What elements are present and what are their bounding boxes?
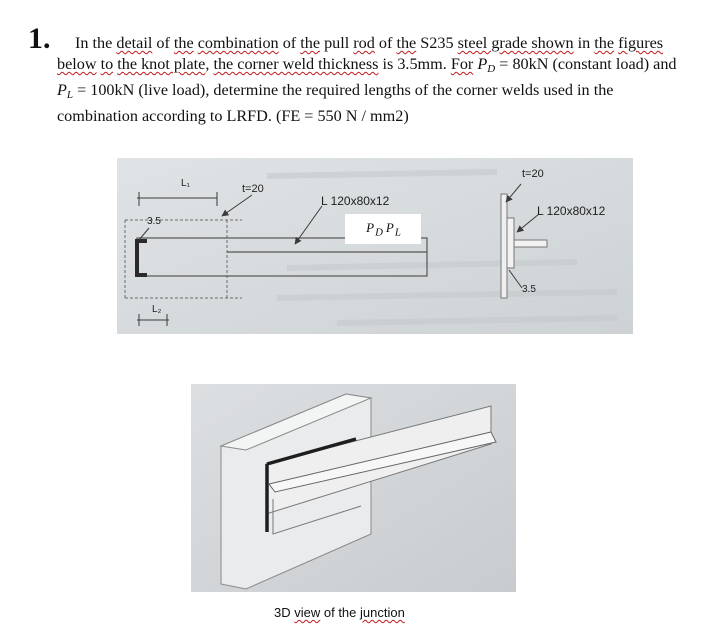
text-segment: the knot plate [117, 55, 206, 73]
text-segment: the corner weld thickness [213, 55, 379, 73]
text-segment: figures below [57, 34, 664, 73]
pd-subscript: D [375, 226, 383, 239]
text-segment: detail [116, 34, 153, 52]
figure-caption [274, 605, 405, 620]
text-segment: For [450, 55, 474, 73]
connection-plan-and-section-photo [117, 158, 633, 334]
pl-symbol: P [57, 81, 67, 99]
text-segment: pull [320, 34, 354, 52]
caption-segment: junction [360, 605, 405, 620]
text-segment: (constant load) and [552, 55, 677, 73]
question-number: 1. [28, 22, 51, 55]
pd-subscript: D [487, 63, 496, 75]
l1-label: L₁ [181, 178, 190, 189]
pl-value: = 100kN (live load), determine the required lengths of the corner welds used in the combination according to LRFD. (FE = 550 N / mm2) [57, 81, 614, 125]
section-angle-label: L 120x80x12 [537, 204, 606, 218]
text-segment: the [396, 34, 417, 52]
weld-size-label: 3.5 [147, 216, 161, 227]
junction-3d-drawing [191, 384, 516, 592]
text-segment: is 3.5mm. [378, 55, 451, 73]
caption-segment: of the [320, 605, 360, 620]
problem-statement [28, 24, 688, 127]
caption-segment: view [294, 605, 321, 620]
pd-symbol: P [477, 55, 488, 73]
junction-3d-photo [191, 384, 516, 592]
text-segment: combination [197, 34, 279, 52]
text-segment: steel grade shown [457, 34, 574, 52]
pd-value: = 80kN [495, 55, 549, 73]
text-segment: , [205, 55, 214, 73]
section-weld-label: 3.5 [522, 284, 536, 295]
text-segment: the [173, 34, 194, 52]
text-segment: of [152, 34, 174, 52]
text-segment: in [573, 34, 595, 52]
section-plate [501, 194, 507, 298]
load-label-box [345, 214, 421, 244]
pl-subscript: L [66, 89, 74, 101]
section-angle-vertical-leg [507, 218, 514, 268]
pl-subscript: L [394, 226, 401, 239]
angle-section-label: L 120x80x12 [321, 194, 390, 208]
text-segment: the [300, 34, 321, 52]
text-segment: of [278, 34, 301, 52]
text-segment: S235 [416, 34, 458, 52]
pl-load-label [385, 220, 401, 239]
caption-segment: 3D [274, 605, 295, 620]
section-plate-thickness-label: t=20 [522, 168, 544, 180]
text-segment: to [100, 55, 114, 73]
l2-label: L₂ [152, 304, 162, 315]
connection-drawing [117, 158, 633, 334]
text-segment: of [374, 34, 397, 52]
plate-thickness-label: t=20 [242, 183, 264, 195]
pl-symbol: P [385, 219, 394, 235]
pd-symbol: P [366, 219, 375, 235]
pd-load-label [365, 220, 383, 239]
question-text [57, 24, 688, 127]
text-segment: rod [353, 34, 375, 52]
photo-background [117, 158, 633, 334]
text-segment: In the [75, 34, 117, 52]
text-segment: the [594, 34, 615, 52]
